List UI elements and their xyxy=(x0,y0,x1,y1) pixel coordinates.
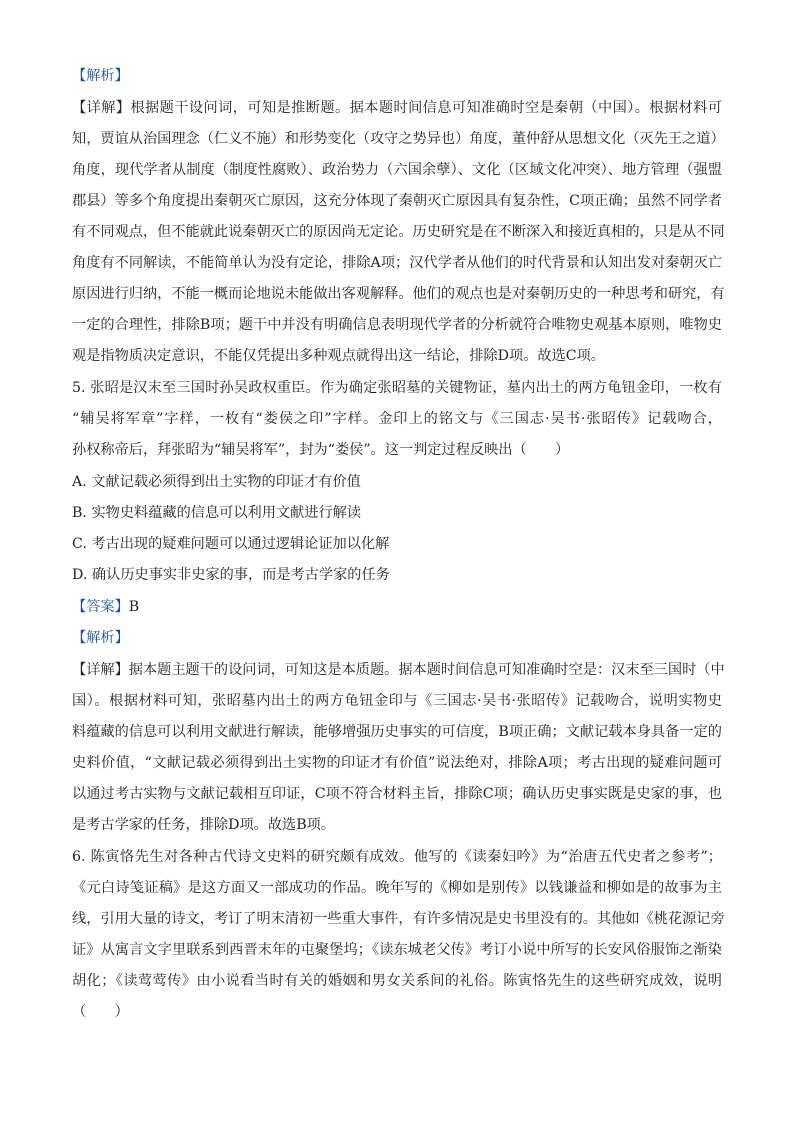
analysis-line: 【详解】据本题主题干的设问词，可知这是本质题。据本题时间信息可知准确时空是：汉末至三国时（中 xyxy=(72,662,725,678)
question-stem-line: 证》从寓言文字里联系到西晋末年的屯聚堡坞；《读东城老父传》考订小说中所写的长安风俗服饰之渐染 xyxy=(72,942,722,958)
option-a: A. 文献记载必须得到出土实物的印证才有价值 xyxy=(72,474,361,490)
question-stem-line: 6. 陈寅恪先生对各种古代诗文史料的研究颇有成效。他写的《读秦妇吟》为“治唐五代史者之参考”； xyxy=(72,849,722,865)
analysis-heading: 【解析】 xyxy=(72,68,129,84)
question-stem-line: （ ） xyxy=(72,1004,129,1020)
answer-heading: 【答案】 xyxy=(72,599,129,615)
question-stem-line: 《元白诗笺证稿》是这方面又一部成功的作品。晚年写的《柳如是别传》以钱谦益和柳如是的故事为主 xyxy=(72,880,722,896)
question-stem-line: “辅吴将军章”字样，一枚有“娄侯之印”字样。金印上的铭文与《三国志·吴书·张昭传》记载吻合， xyxy=(72,411,722,427)
analysis-line: 角度，现代学者从制度（制度性腐败）、政治势力（六国余孽）、文化（区域文化冲突）、地方管理（强盟 xyxy=(72,162,722,178)
analysis-line: 【详解】根据题干设问词，可知是推断题。据本题时间信息可知准确时空是秦朝（中国）。根据材料可 xyxy=(72,100,722,116)
question-stem-line: 胡化；《读莺莺传》由小说看当时有关的婚姻和男女关系间的礼俗。陈寅恪先生的这些研究成效，说明 xyxy=(72,973,722,989)
question-stem-line: 线，引用大量的诗文，考订了明末清初一些重大事件，有许多情况是史书里没有的。其他如《桃花源记旁 xyxy=(72,911,725,927)
analysis-line: 原因进行归纳，不能一概而论地说未能做出客观解释。他们的观点也是对秦朝历史的一种思考和研究，有 xyxy=(72,286,725,302)
question-stem-line: 孙权称帝后，拜张昭为“辅吴将军”，封为“娄侯”。这一判定过程反映出（ ） xyxy=(72,442,570,458)
analysis-line: 料蕴藏的信息可以利用文献进行解读，能够增强历史事实的可信度，B项正确；文献记载本身具备一定的 xyxy=(72,724,722,740)
analysis-line: 是考古学家的任务，排除D项。故选B项。 xyxy=(72,817,335,833)
analysis-line: 观是指物质决定意识，不能仅凭提出多种观点就得出这一结论，排除D项。故选C项。 xyxy=(72,348,605,364)
analysis-line: 以通过考古实物与文献记载相互印证，C项不符合材料主旨，排除C项；确认历史事实既是史家的事，也 xyxy=(72,786,722,802)
analysis-line: 国）。根据材料可知，张昭墓内出土的两方龟钮金印与《三国志·吴书·张昭传》记载吻合，说明实物史 xyxy=(72,693,722,709)
answer-value: B xyxy=(128,599,140,615)
analysis-line: 史料价值，“文献记载必须得到出土实物的印证才有价值”说法绝对，排除A项；考古出现的疑难问题可 xyxy=(72,755,722,771)
question-stem-line: 5. 张昭是汉末至三国时孙吴政权重臣。作为确定张昭墓的关键物证，墓内出土的两方龟钮金印，一枚有 xyxy=(72,380,722,396)
analysis-line: 角度有不同解读，不能简单认为没有定论，排除A项；汉代学者从他们的时代背景和认知出发对秦朝灭亡 xyxy=(72,255,722,271)
analysis-line: 有不同观点，但不能就此说秦朝灭亡的原因尚无定论。历史研究是在不断深入和接近真相的，只是从不同 xyxy=(72,224,725,240)
analysis-line: 一定的合理性，排除B项；题干中并没有明确信息表明现代学者的分析就符合唯物史观基本原则，唯物史 xyxy=(72,317,722,333)
option-b: B. 实物史料蕴藏的信息可以利用文献进行解读 xyxy=(72,505,362,521)
answer-row xyxy=(72,597,722,617)
analysis-heading: 【解析】 xyxy=(72,630,129,646)
option-c: C. 考古出现的疑难问题可以通过逻辑论证加以化解 xyxy=(72,536,390,552)
analysis-line: 知，贾谊从治国理念（仁义不施）和形势变化（攻守之势异也）角度，董仲舒从思想文化（灭先王之道） xyxy=(72,131,725,147)
analysis-line: 郡县）等多个角度提出秦朝灭亡原因，这充分体现了秦朝灭亡原因具有复杂性，C项正确；虽然不同学者 xyxy=(72,193,722,209)
option-d: D. 确认历史事实非史家的事，而是考古学家的任务 xyxy=(72,567,390,583)
